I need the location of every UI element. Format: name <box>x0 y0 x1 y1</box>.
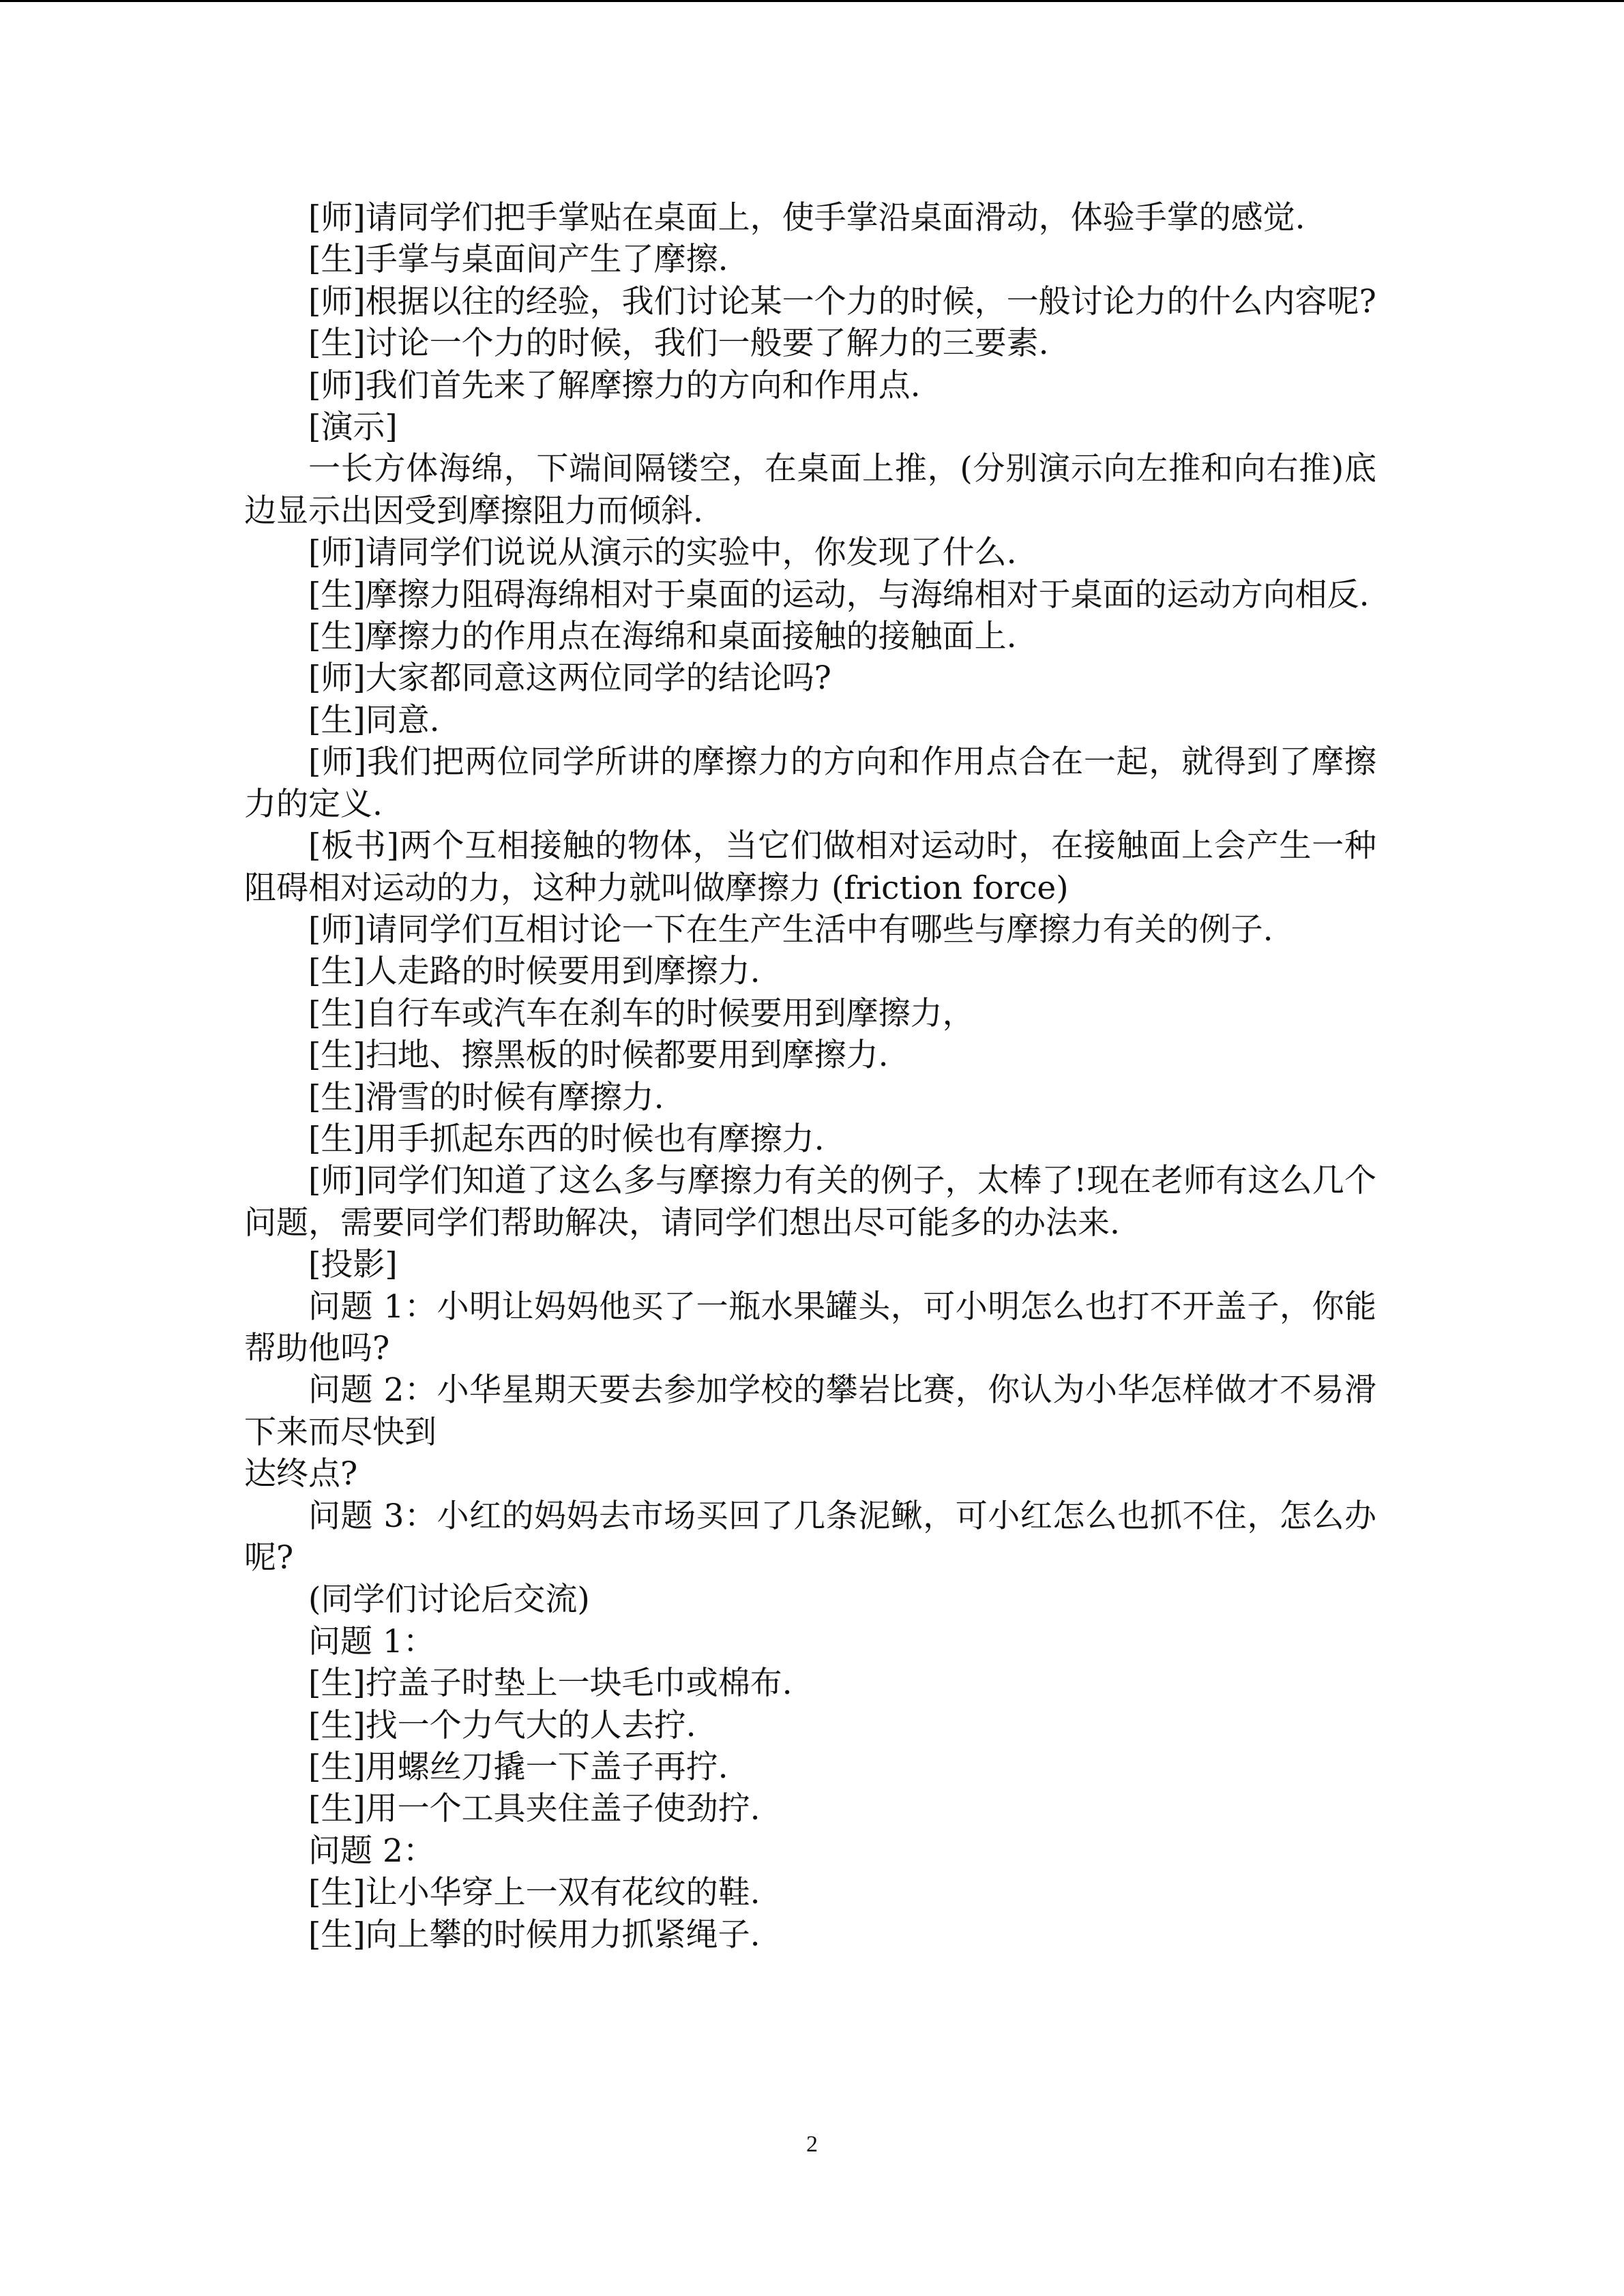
paragraph: 问题 1：小明让妈妈他买了一瓶水果罐头，可小明怎么也打不开盖子，你能帮助他吗? <box>244 1287 1376 1367</box>
paragraph: (同学们讨论后交流) <box>308 1581 590 1619</box>
paragraph: [生]手掌与桌面间产生了摩擦. <box>308 241 728 279</box>
paragraph: [师]大家都同意这两位同学的结论吗? <box>308 659 831 698</box>
paragraph: [师]请同学们说说从演示的实验中，你发现了什么. <box>308 534 1017 572</box>
paragraph: [生]讨论一个力的时候，我们一般要了解力的三要素. <box>308 325 1049 363</box>
paragraph: [师]同学们知道了这么多与摩擦力有关的例子，太棒了!现在老师有这么几个问题，需要同学们帮助解决，请同学们想出尽可能多的办法来. <box>244 1162 1376 1242</box>
paragraph: [生]用一个工具夹住盖子使劲拧. <box>308 1790 761 1828</box>
paragraph: 问题 3：小红的妈妈去市场买回了几条泥鳅，可小红怎么也抓不住，怎么办呢? <box>244 1497 1376 1577</box>
paragraph: [师]请同学们互相讨论一下在生产生活中有哪些与摩擦力有关的例子. <box>308 910 1273 949</box>
paragraph: [师]我们首先来了解摩擦力的方向和作用点. <box>308 366 921 404</box>
paragraph: [生]扫地、擦黑板的时候都要用到摩擦力. <box>308 1037 889 1075</box>
paragraph: [生]滑雪的时候有摩擦力. <box>308 1078 664 1116</box>
paragraph: [演示] <box>308 408 398 447</box>
body-text <box>244 197 1376 1956</box>
page-number: 2 <box>806 2132 818 2157</box>
paragraph: [生]人走路的时候要用到摩擦力. <box>308 953 761 991</box>
paragraph: 达终点? <box>244 1455 358 1493</box>
paragraph: [师]根据以往的经验，我们讨论某一个力的时候，一般讨论力的什么内容呢? <box>308 282 1376 320</box>
paragraph: [生]同意. <box>308 701 440 739</box>
paragraph: [生]拧盖子时垫上一块毛巾或棉布. <box>308 1665 793 1703</box>
paragraph: [生]摩擦力阻碍海绵相对于桌面的运动，与海绵相对于桌面的运动方向相反. <box>308 576 1370 614</box>
paragraph: [生]让小华穿上一双有花纹的鞋. <box>308 1874 761 1912</box>
paragraph: [师]我们把两位同学所讲的摩擦力的方向和作用点合在一起，就得到了摩擦力的定义. <box>244 743 1376 823</box>
paragraph: [生]向上攀的时候用力抓紧绳子. <box>308 1915 761 1954</box>
paragraph: [师]请同学们把手掌贴在桌面上，使手掌沿桌面滑动，体验手掌的感觉. <box>308 199 1305 237</box>
paragraph: [生]自行车或汽车在刹车的时候要用到摩擦力， <box>308 994 975 1032</box>
paragraph: 问题 1： <box>308 1622 435 1660</box>
paragraph: [生]找一个力气大的人去拧. <box>308 1706 696 1744</box>
paragraph: 一长方体海绵，下端间隔镂空，在桌面上推，(分别演示向左推和向右推)底边显示出因受到摩擦阻力而倾斜. <box>244 450 1376 530</box>
paragraph: 问题 2： <box>308 1832 435 1870</box>
paragraph: [生]用螺丝刀撬一下盖子再拧. <box>308 1748 728 1787</box>
paragraph: [生]用手抓起东西的时候也有摩擦力. <box>308 1120 825 1158</box>
paragraph: [生]摩擦力的作用点在海绵和桌面接触的接触面上. <box>308 618 1017 656</box>
paragraph: 问题 2：小华星期天要去参加学校的攀岩比赛，你认为小华怎样做才不易滑下来而尽快到 <box>244 1371 1376 1451</box>
paragraph: [投影] <box>308 1246 398 1284</box>
paragraph: [板书]两个互相接触的物体，当它们做相对运动时，在接触面上会产生一种阻碍相对运动的力，这种力就叫做摩擦力 (friction force) <box>244 827 1376 907</box>
